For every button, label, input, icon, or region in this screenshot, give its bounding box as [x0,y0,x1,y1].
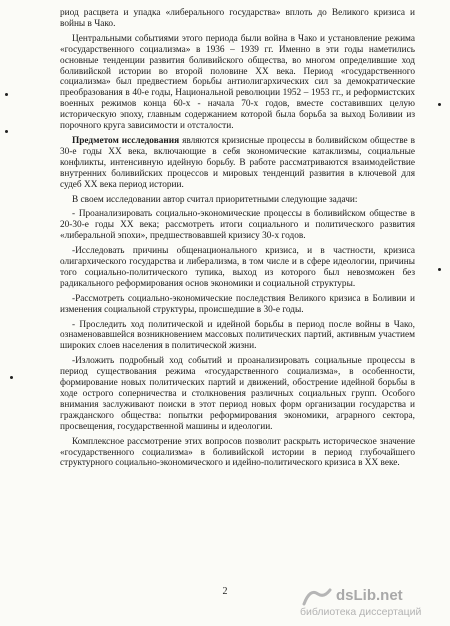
page-number: 2 [222,586,228,597]
dslib-logo-icon [302,588,332,606]
margin-dot [438,268,441,271]
paragraph-conclusion: Комплексное рассмотрение этих вопросов позволит раскрыть историческое значение «государственного социализма» в боливийской истории в период глубочайшего структурного социально-экономического и идейно-политического кризиса в XX веке. [60,436,415,469]
document-body [60,8,415,473]
paragraph-1: риод расцвета и упадка «либерального государства» вплоть до Великого кризиса и войны в Чако. [60,8,415,29]
task-2: -Исследовать причины общенационального кризиса, и в частности, кризиса олигархического государства и либерализма, в том числе и в сфере идеологии, причины того социально-политического тупика, выход из которого был невозможен без радикального реформирования основ экономики и социальной структуры. [60,246,415,289]
bold-lead: Предметом исследования [72,135,180,146]
task-5: -Изложить подробный ход событий и проанализировать социальные процессы в период существования режима «государственного социализма», в особенности, формирование новых политических партий и движений, обострение идейной борьбы в ходе острого соперничества и столкновения различных социальных групп. Особого внимания заслуживают поиски в этот период новых форм организации государства и гражданского общества: попытки реформирования экономики, аграрного сектора, просвещения, государственной машины и идеологии. [60,356,415,432]
watermark-logo: dsLib.net [336,587,403,604]
margin-dot [5,130,8,133]
paragraph-3-rest: являются кризисные процессы в боливийском обществе в 30-е годы XX века, включающие в себя экономические катаклизмы, социальные конфликты, интенсивную идейную борьбу. В работе рассматриваются взаимодействие внутренних боливийских процессов и мировых тенденций развития в ключевой для судеб XX века период истории. [60,135,415,190]
margin-dot [10,376,13,379]
watermark [300,586,442,620]
task-1: - Проанализировать социально-экономические процессы в боливийском обществе в 20-30-е годы XX века; рассмотреть итоги социального и политического развития «либеральной эпохи», предшествовавшей кризису 30-х годов. [60,209,415,242]
paragraph-4: В своем исследовании автор считал приоритетными следующие задачи: [72,194,358,205]
task-3: -Рассмотреть социально-экономические последствия Великого кризиса в Боливии и изменения социальной структуры, происшедшие в 30-е годы. [60,293,415,315]
task-4: - Проследить ход политической и идейной борьбы в период после войны в Чако, ознаменовавшейся возникновением массовых политических партий, активным участием широких слоев населения в политической жизни. [60,319,415,352]
watermark-subtitle: библиотека диссертаций [300,606,422,618]
margin-dot [438,103,441,106]
margin-dot [5,93,8,96]
paragraph-2: Центральными событиями этого периода были война в Чако и установление режима «государственного социализма» в 1936 – 1939 гг. Именно в эти годы наметились основные тенденции развития боливийского общества, во многом определившие ход боливийской истории во второй половине XX века. Период «государственного социализма» был предвестием борьбы антиолигархических сил за демократические преобразования в 40-е годы, Национальной революции 1952 – 1953 гг., и реформистских военных режимов конца 60-х - начала 70-х годов, вместе составивших целую историческую эпоху, главным содержанием которой была борьба за выход Боливии из порочного круга зависимости и отсталости. [60,33,415,132]
paragraph-3 [60,136,415,191]
